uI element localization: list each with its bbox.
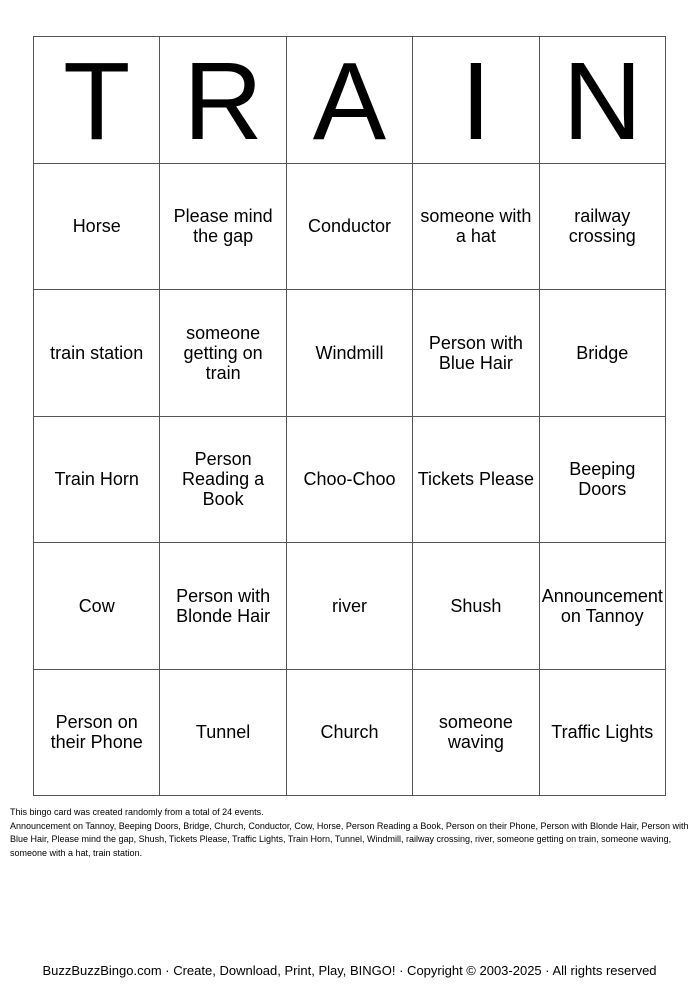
bingo-cell: river <box>287 543 413 670</box>
bingo-cell: Church <box>287 670 413 797</box>
bingo-cell: Person on their Phone <box>34 670 160 797</box>
header-letter-r: R <box>160 37 286 164</box>
bingo-cell: Announcement on Tannoy <box>540 543 666 670</box>
footer-copyright: BuzzBuzzBingo.com · Create, Download, Print, Play, BINGO! · Copyright © 2003-2025 · All rights reserved <box>42 963 657 978</box>
bingo-cell: Cow <box>34 543 160 670</box>
bingo-cell: Beeping Doors <box>540 417 666 544</box>
bingo-cell: train station <box>34 290 160 417</box>
bingo-cell: someone waving <box>413 670 539 797</box>
bingo-cell: Person with Blue Hair <box>413 290 539 417</box>
bingo-cell: Tickets Please <box>413 417 539 544</box>
bingo-cell: Traffic Lights <box>540 670 666 797</box>
header-letter-i: I <box>413 37 539 164</box>
bingo-card <box>33 36 666 796</box>
bingo-cell: Conductor <box>287 164 413 291</box>
bingo-cell: Train Horn <box>34 417 160 544</box>
bingo-cell: Shush <box>413 543 539 670</box>
bingo-cell: Please mind the gap <box>160 164 286 291</box>
bingo-cell: someone getting on train <box>160 290 286 417</box>
card-summary: This bingo card was created randomly from a total of 24 events. <box>10 807 264 817</box>
event-list: Announcement on Tannoy, Beeping Doors, Bridge, Church, Conductor, Cow, Horse, Person Reading a Book, Person on their Phone, Person with Blonde Hair, Person with Blue Hair, Please mind the gap, Shush, Tickets Please, Traffic Lights, Train Horn, Tunnel, Windmill, railway crossing, river, someone getting on train, someone waving, someone with a hat, train station. <box>10 820 689 858</box>
bingo-cell: Choo-Choo <box>287 417 413 544</box>
bingo-cell: railway crossing <box>540 164 666 291</box>
bingo-cell: Tunnel <box>160 670 286 797</box>
header-letter-n: N <box>540 37 666 164</box>
bingo-cell: Person with Blonde Hair <box>160 543 286 670</box>
header-letter-t: T <box>34 37 160 164</box>
bingo-cell: Horse <box>34 164 160 291</box>
bingo-cell: someone with a hat <box>413 164 539 291</box>
header-letter-a: A <box>287 37 413 164</box>
bingo-cell: Windmill <box>287 290 413 417</box>
card-info <box>10 806 692 860</box>
bingo-cell: Bridge <box>540 290 666 417</box>
bingo-cell: Person Reading a Book <box>160 417 286 544</box>
